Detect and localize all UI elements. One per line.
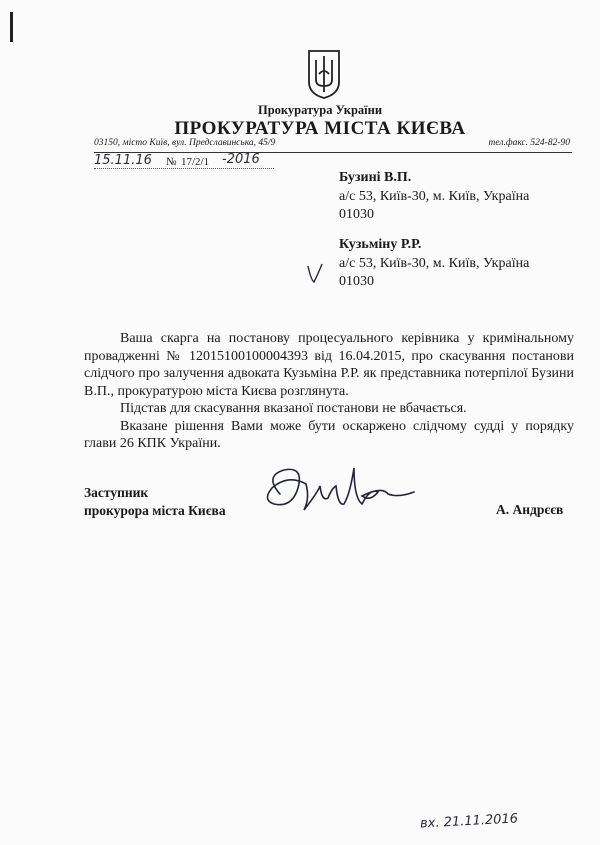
signer-position-line: Заступник [84, 485, 149, 500]
recipient-postcode: 01030 [339, 207, 374, 222]
body-paragraph: Вказане рішення Вами може бути оскаржено слідчому судді у порядку глави 26 КПК України. [84, 418, 574, 451]
body-paragraph: Ваша скарга на постанову процесуального керівника у кримінальному провадженні № 12015100100004393 від 16.04.2015, про скасування постанови слідчого про залучення адвоката Кузьміна Р.Р. як представника потерпілої Бузини В.П., прокуратурою міста Києва розглянута. [84, 331, 574, 399]
recipient-block [339, 169, 529, 225]
registration-number: 17/2/1 [181, 156, 210, 168]
scan-edge-mark [10, 12, 13, 42]
registration-number-handwritten: -2016 [222, 152, 260, 167]
inbox-registration-mark: вх. 21.11.2016 [419, 811, 519, 832]
recipient-name: Кузьміну Р.Р. [339, 237, 422, 252]
recipient-name: Бузині В.П. [339, 170, 412, 185]
registration-date: 15.11.16 [94, 153, 152, 168]
letter-body [84, 330, 574, 453]
recipient-address: а/с 53, Київ-30, м. Київ, Україна [339, 255, 530, 271]
signer-position [84, 484, 226, 520]
check-mark-icon [305, 262, 325, 286]
trident-emblem-icon [306, 48, 342, 100]
body-paragraph: Підстав для скасування вказаної постанови не вбачається. [120, 401, 467, 416]
org-phone: тел.факс. 524-82-90 [488, 138, 570, 148]
recipient-address: а/с 53, Київ-30, м. Київ, Україна [339, 188, 530, 204]
org-subtitle: Прокуратура України [257, 103, 383, 117]
header-divider [94, 152, 572, 153]
org-title: ПРОКУРАТУРА МІСТА КИЄВА [174, 118, 466, 139]
recipient-postcode: 01030 [339, 274, 374, 289]
recipient-block [339, 236, 529, 292]
registration-number-label: № [166, 156, 177, 168]
handwritten-signature [258, 458, 418, 530]
org-address: 03150, місто Київ, вул. Предславинська, 45/9 [94, 138, 276, 148]
signer-position-line: прокурора міста Києва [84, 503, 226, 518]
signer-name: А. Андрєєв [496, 502, 564, 517]
header-contact-line [94, 138, 570, 148]
